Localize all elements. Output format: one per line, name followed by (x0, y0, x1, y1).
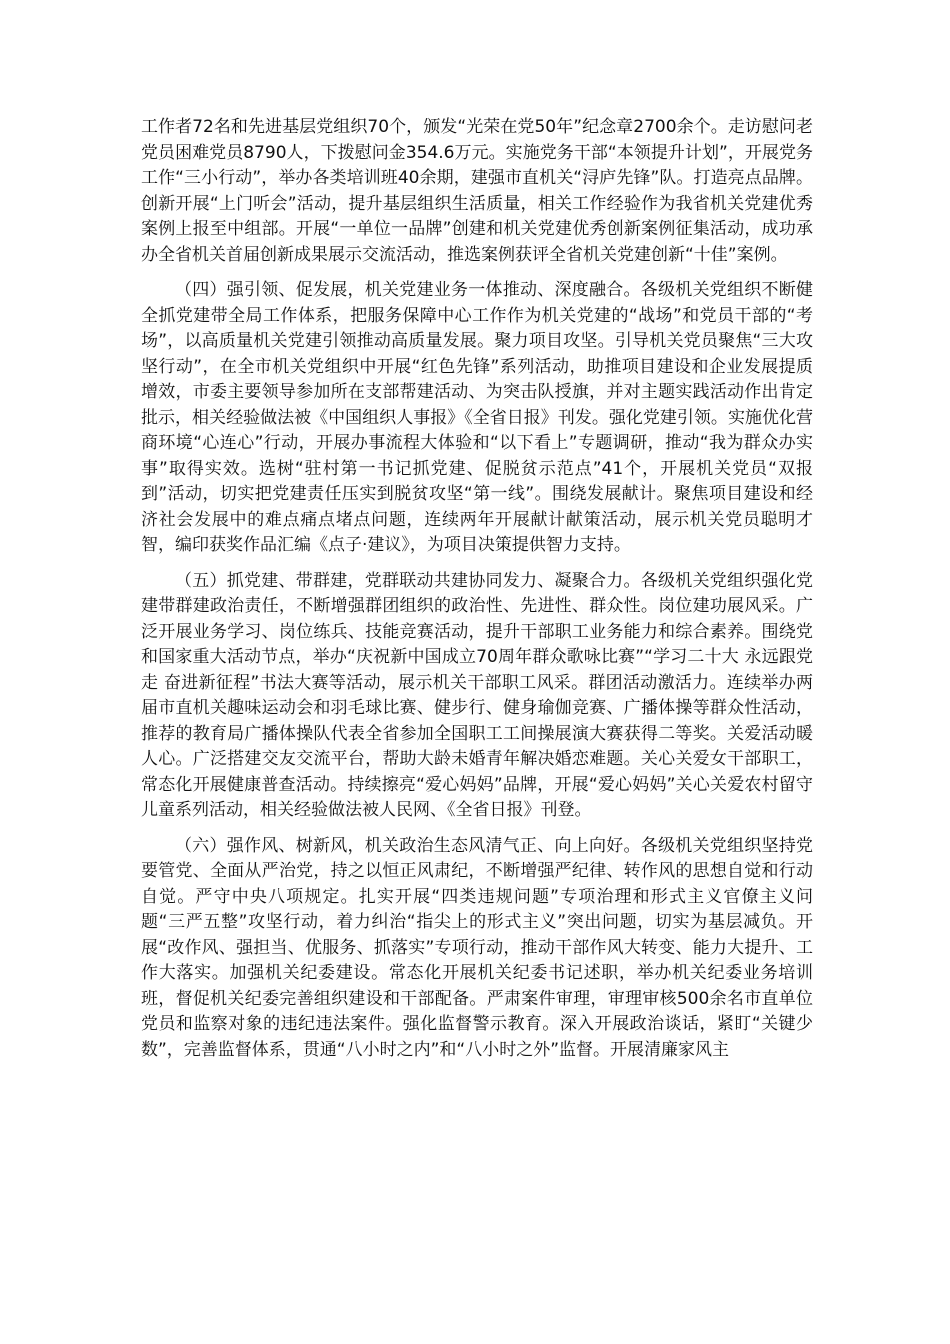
document-body (141, 115, 813, 1073)
paragraph-section-5: （五）抓党建、带群建，党群联动共建协同发力、凝聚合力。各级机关党组织强化党建带群建政治责任，不断增强群团组织的政治性、先进性、群众性。岗位建功展风采。广泛开展业务学习、岗位练兵、技能竞赛活动，提升干部职工业务能力和综合素养。围绕党和国家重大活动节点，举办“庆祝新中国成立70周年群众歌咏比赛”“学习二十大 永远跟党走 奋进新征程”书法大赛等活动，展示机关干部职工风采。群团活动激活力。连续举办两届市直机关趣味运动会和羽毛球比赛、健步行、健身瑜伽竞赛、广播体操等群众性活动，推荐的教育局广播体操队代表全省参加全国职工工间操展演大赛获得二等奖。关爱活动暖人心。广泛搭建交友交流平台，帮助大龄未婚青年解决婚恋难题。关心关爱女干部职工，常态化开展健康普查活动。持续擦亮“爱心妈妈”品牌，开展“爱心妈妈”关心关爱农村留守儿童系列活动，相关经验做法被人民网、《全省日报》刊登。 (141, 570, 813, 820)
paragraph-section-6: （六）强作风、树新风，机关政治生态风清气正、向上向好。各级机关党组织坚持党要管党、全面从严治党，持之以恒正风肃纪，不断增强严纪律、转作风的思想自觉和行动自觉。严守中央八项规定。扎实开展“四类违规问题”专项治理和形式主义官僚主义问题“三严五整”攻坚行动，着力纠治“指尖上的形式主义”突出问题，切实为基层减负。开展“改作风、强担当、优服务、抓落实”专项行动，推动干部作风大转变、能力大提升、工作大落实。加强机关纪委建设。常态化开展机关纪委书记述职，举办机关纪委业务培训班，督促机关纪委完善组织建设和干部配备。严肃案件审理，审理审核500余名市直单位党员和监察对象的违纪违法案件。强化监督警示教育。深入开展政治谈话，紧盯“关键少数”，完善监督体系，贯通“八小时之内”和“八小时之外”监督。开展清廉家风主 (141, 835, 813, 1060)
paragraph-section-4: （四）强引领、促发展，机关党建业务一体推动、深度融合。各级机关党组织不断健全抓党建带全局工作体系，把服务保障中心工作作为机关党建的“战场”和党员干部的“考场”，以高质量机关党建引领推动高质量发展。聚力项目攻坚。引导机关党员聚焦“三大攻坚行动”，在全市机关党组织中开展“红色先锋”系列活动，助推项目建设和企业发展提质增效，市委主要领导参加所在支部帮建活动、为突击队授旗，并对主题实践活动作出肯定批示，相关经验做法被《中国组织人事报》《全省日报》刊发。强化党建引领。实施优化营商环境“心连心”行动，开展办事流程大体验和“以下看上”专题调研，推动“我为群众办实事”取得实效。选树“驻村第一书记抓党建、促脱贫示范点”41个，开展机关党员“双报到”活动，切实把党建责任压实到脱贫攻坚“第一线”。围绕发展献计。聚焦项目建设和经济社会发展中的难点痛点堵点问题，连续两年开展献计献策活动，展示机关党员聪明才智，编印获奖作品汇编《点子·建议》，为项目决策提供智力支持。 (141, 280, 813, 555)
paragraph-continuation: 工作者72名和先进基层党组织70个，颁发“光荣在党50年”纪念章2700余个。走访慰问老党员困难党员8790人，下拨慰问金354.6万元。实施党务干部“本领提升计划”，开展党务工作“三小行动”，举办各类培训班40余期，建强市直机关“浔庐先锋”队。打造亮点品牌。创新开展“上门听会”活动，提升基层组织生活质量，相关工作经验作为我省机关党建优秀案例上报至中组部。开展“一单位一品牌”创建和机关党建优秀创新案例征集活动，成功承办全省机关首届创新成果展示交流活动，推选案例获评全省机关党建创新“十佳”案例。 (141, 117, 813, 265)
